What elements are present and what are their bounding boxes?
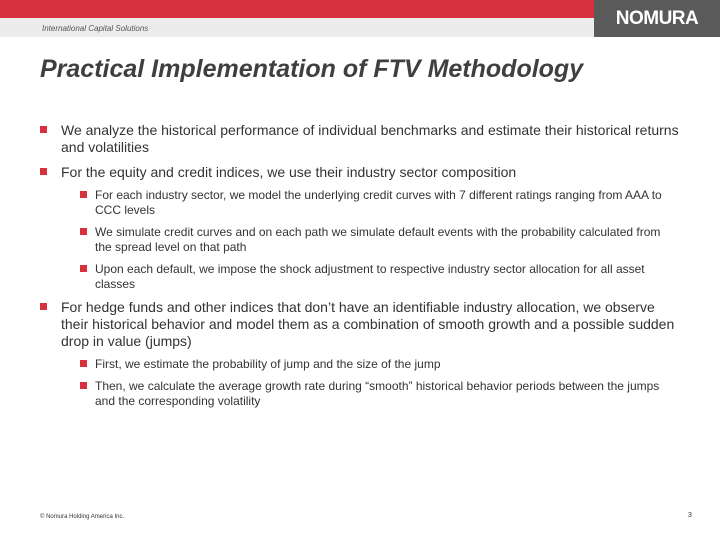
- red-square-bullet-icon: [40, 168, 47, 175]
- page-title: Practical Implementation of FTV Methodology: [40, 55, 584, 83]
- bullet-text: We analyze the historical performance of individual benchmarks and estimate their historical returns and volatilities: [61, 122, 679, 155]
- sub-bullet-text: For each industry sector, we model the underlying credit curves with 7 different ratings ranging from AAA to CCC levels: [95, 188, 662, 217]
- nomura-logo: [594, 0, 720, 37]
- header-subtitle: International Capital Solutions: [42, 24, 149, 33]
- sub-bullet-text: First, we estimate the probability of jump and the size of the jump: [95, 357, 441, 371]
- bullet-item: [40, 164, 680, 181]
- sub-bullet-text: We simulate credit curves and on each path we simulate default events with the probability calculated from the spread level on that path: [95, 225, 661, 254]
- footer-copyright: © Nomura Holding America Inc.: [40, 514, 125, 520]
- red-square-bullet-icon: [40, 126, 47, 133]
- sub-bullet-item: [40, 357, 680, 372]
- sub-bullet-item: [40, 379, 680, 409]
- sub-bullet-text: Then, we calculate the average growth rate during “smooth” historical behavior periods between the jumps and the corresponding volatility: [95, 379, 660, 408]
- bullet-text: For hedge funds and other indices that don’t have an identifiable industry allocation, we observe their historical behavior and model them as a combination of smooth growth and a possible sudden drop in value (jumps): [61, 299, 675, 349]
- red-square-bullet-icon: [80, 382, 87, 389]
- sub-bullet-item: [40, 262, 680, 292]
- red-square-bullet-icon: [80, 265, 87, 272]
- header-bar: [0, 0, 720, 37]
- bullet-item: [40, 122, 680, 156]
- red-square-bullet-icon: [80, 191, 87, 198]
- header-red-band: [0, 0, 594, 18]
- red-square-bullet-icon: [80, 360, 87, 367]
- red-square-bullet-icon: [80, 228, 87, 235]
- sub-bullet-item: [40, 225, 680, 255]
- sub-bullet-item: [40, 188, 680, 218]
- logo-text: NOMURA: [615, 7, 699, 29]
- sub-bullet-text: Upon each default, we impose the shock adjustment to respective industry sector allocation for all asset classes: [95, 262, 645, 291]
- red-square-bullet-icon: [40, 303, 47, 310]
- bullet-item: [40, 299, 680, 350]
- bullet-text: For the equity and credit indices, we use their industry sector composition: [61, 164, 517, 180]
- bullet-list: [40, 122, 680, 409]
- page-number: 3: [688, 512, 692, 519]
